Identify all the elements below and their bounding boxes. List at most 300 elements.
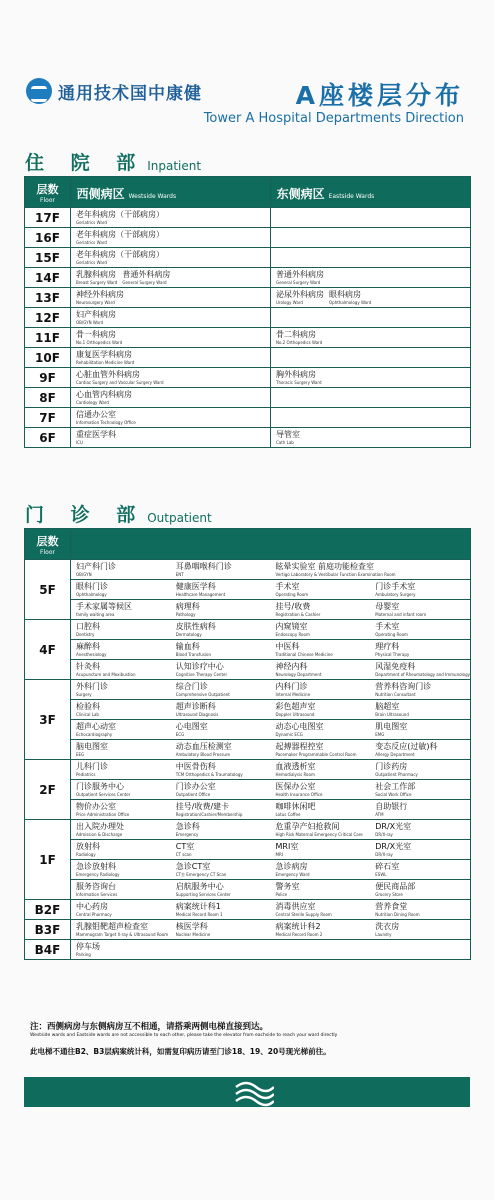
floor-header (25, 529, 71, 560)
department-entry (76, 290, 124, 306)
department-name-en: Social Work Office (375, 792, 412, 797)
department-name: 核医学科 (175, 922, 208, 931)
department-name: 乳腺科病房 (76, 270, 116, 279)
floor-label: 3F (25, 680, 71, 760)
department-name: 妇产科门诊 (76, 562, 116, 571)
department-name-en: Health Insurance Office (275, 792, 323, 797)
east-ward-cell (271, 368, 471, 388)
floor-label: 9F (25, 368, 71, 388)
department-entry (76, 350, 134, 366)
department-name: 门诊手术室 (375, 582, 416, 591)
department-grid (71, 820, 470, 839)
department-row (71, 600, 471, 620)
department-name: 综合门诊 (175, 682, 208, 691)
floor-label: 16F (25, 228, 71, 248)
department-name: 启航服务中心 (175, 882, 224, 891)
department-name-en: Emergency Radiology (76, 872, 120, 877)
table-row (25, 560, 471, 580)
department-name-en: Admission & Discharge (76, 832, 123, 837)
department-name-en: Internal Medicine (275, 692, 311, 697)
department-grid (71, 580, 470, 599)
department-name: 妇产科病房 (76, 310, 116, 319)
department-entry (176, 882, 231, 898)
department-name: 急诊病房 (275, 862, 308, 871)
department-name-en: Grocery Store (375, 892, 403, 897)
table-row (25, 920, 471, 940)
department-entry (276, 722, 324, 738)
department-slot (271, 560, 471, 579)
department-entry (276, 702, 316, 718)
floor-label: 11F (25, 328, 71, 348)
department-row (71, 640, 471, 660)
department-name-en: Rehabilitation Medicine Ward (76, 360, 135, 365)
west-ward-cell (71, 248, 271, 268)
table-row (25, 268, 471, 288)
department-name: 病案统计科1 (175, 902, 221, 911)
department-name-en: Dermatology (175, 632, 202, 637)
department-grid (71, 560, 470, 579)
department-name: 神经外科病房 (76, 290, 124, 299)
floor-label: 13F (25, 288, 71, 308)
department-name: 病理科 (175, 602, 200, 611)
department-row (71, 940, 471, 960)
department-name-en: Pacemaker Programmable Control Room (275, 752, 357, 757)
department-name: 眼科病房 (329, 290, 361, 299)
department-slot (271, 760, 371, 779)
department-grid (71, 880, 470, 899)
department-entry (276, 330, 322, 346)
department-entry (276, 290, 324, 306)
department-grid (71, 740, 470, 759)
department-name: 手术家属等候区 (76, 602, 132, 611)
department-name: 洗衣房 (375, 922, 400, 931)
department-name-en: Police (275, 892, 288, 897)
department-grid (71, 760, 470, 779)
department-name: 老年科病房（干部病房） (76, 230, 164, 239)
department-entry (276, 582, 309, 598)
department-slot (71, 620, 171, 639)
department-name: 口腔科 (76, 622, 100, 631)
department-name: 儿科门诊 (76, 762, 108, 771)
department-slot (71, 800, 171, 819)
department-name: 老年科病房（干部病房） (76, 250, 164, 259)
department-name-en: Outpatient Pharmacy (375, 772, 418, 777)
department-slot (171, 820, 271, 839)
department-slot (370, 800, 470, 819)
department-slot (171, 580, 271, 599)
department-entry (76, 942, 100, 958)
department-name-en: MRI (275, 852, 283, 857)
department-slot (71, 920, 171, 939)
department-name-en: DR/X-ray (375, 832, 393, 837)
department-name-en: Endoscopy Room (275, 632, 310, 637)
department-entry (76, 762, 108, 778)
west-ward-cell (71, 208, 271, 228)
department-name: 放射科 (76, 842, 100, 851)
department-entry (276, 642, 333, 658)
department-row (71, 840, 471, 860)
floor-label: 14F (25, 268, 71, 288)
department-entry (276, 782, 323, 798)
department-slot (71, 840, 171, 859)
department-name: 脑电图室 (76, 742, 108, 751)
department-name-en: Neurosurgery Ward (76, 300, 115, 305)
department-entry (176, 722, 208, 738)
department-name-en: Lotus Coffee (275, 812, 301, 817)
table-row (25, 328, 471, 348)
department-name-en: Urology Ward (276, 300, 303, 305)
outpatient-title-en: Outpatient (147, 511, 212, 525)
department-name: 中心药房 (76, 902, 108, 911)
department-name-en: Medical Record Room 1 (175, 912, 223, 917)
west-ward-cell (71, 408, 271, 428)
department-name-en: Medical Record Room 2 (275, 932, 323, 937)
department-entry (375, 902, 419, 918)
department-slot (271, 680, 371, 699)
department-entry (76, 562, 116, 578)
department-entry (375, 802, 407, 818)
department-row (71, 700, 471, 720)
department-slot (370, 880, 470, 899)
department-row (71, 900, 471, 920)
department-entry (375, 922, 399, 938)
department-name-en: EEG (76, 752, 85, 757)
department-name-en: Doppler Ultrasound (275, 712, 315, 717)
department-slot (370, 940, 470, 959)
department-name-en: Hemodialysis Room (275, 772, 315, 777)
department-slot (71, 680, 171, 699)
department-name: 超声心动室 (76, 722, 116, 731)
department-name-en: Laundry (375, 932, 392, 937)
department-name: 营养食堂 (375, 902, 408, 911)
department-slot (71, 700, 171, 719)
department-name: 眩晕实验室 前庭功能检查室 (275, 562, 375, 571)
department-name-en: ENT (175, 572, 184, 577)
department-slot (370, 660, 470, 679)
department-entry (276, 562, 396, 578)
department-entry (76, 622, 100, 638)
east-ward-cell (271, 208, 471, 228)
department-row (71, 860, 471, 880)
west-ward-cell (71, 308, 271, 328)
department-entry (176, 662, 227, 678)
department-name: 内科门诊 (275, 682, 308, 691)
department-name-en: Cognitive Therapy Center (175, 672, 228, 677)
floor-label: 15F (25, 248, 71, 268)
department-name: 理疗科 (375, 642, 400, 651)
table-row (25, 408, 471, 428)
department-entry (76, 582, 108, 598)
department-slot (171, 800, 271, 819)
department-name: 咖啡休闲吧 (275, 802, 316, 811)
department-slot (370, 760, 470, 779)
department-grid (71, 780, 470, 799)
department-slot (271, 940, 371, 959)
department-entry (375, 782, 415, 798)
department-slot (370, 640, 470, 659)
department-entry (276, 922, 323, 938)
department-name: 服务咨询台 (76, 882, 116, 891)
inpatient-title-cn: 住 院 部 (25, 152, 146, 174)
department-name-en: Operating Room (275, 592, 309, 597)
department-name: 外科门诊 (76, 682, 108, 691)
department-grid (71, 940, 470, 959)
department-slot (171, 720, 271, 739)
department-slot (271, 620, 371, 639)
department-slot (271, 720, 371, 739)
department-name: 检验科 (76, 702, 100, 711)
department-slot (271, 660, 371, 679)
department-entry (276, 662, 322, 678)
department-name-en: CT室 Emergency CT Scan (175, 872, 227, 877)
department-slot (171, 600, 271, 619)
department-slot (271, 820, 371, 839)
department-name: 信通办公室 (76, 410, 116, 419)
department-entry (76, 742, 108, 758)
department-name-en: Nutrition Consultant (375, 692, 416, 697)
note-en: Westside wards and Eastside wards are not accessible to each other, please take the elevator from eachside to reach your ward directly (30, 1033, 338, 1038)
department-name-en: Registration/Cashier/Membership (175, 812, 243, 817)
department-name-en: Ultrasound Diagnosis (175, 712, 219, 717)
department-name: 门诊办公室 (175, 782, 216, 791)
department-name: 急诊科 (175, 822, 200, 831)
inpatient-title-en: Inpatient (147, 159, 202, 173)
brand (26, 78, 202, 104)
department-name: 便民商品部 (375, 882, 416, 891)
department-name: 社会工作部 (375, 782, 416, 791)
department-entry (76, 602, 132, 618)
floor-label: 12F (25, 308, 71, 328)
department-entry (375, 882, 415, 898)
department-entry (276, 682, 311, 698)
department-name: 认知诊疗中心 (175, 662, 224, 671)
department-slot (71, 780, 171, 799)
floor-label: 8F (25, 388, 71, 408)
department-entry (276, 862, 310, 878)
department-name: 变态反应(过敏)科 (375, 742, 438, 751)
department-name-en: CT scan (175, 852, 192, 857)
department-entry (276, 742, 357, 758)
department-name: 导管室 (276, 430, 300, 439)
department-name-en: Echocardiography (76, 732, 113, 737)
department-name: 皮肤性病科 (175, 622, 216, 631)
department-slot (71, 640, 171, 659)
table-row (25, 900, 471, 920)
department-name-en: Healthcare Management (175, 592, 226, 597)
west-ward-cell (71, 228, 271, 248)
table-row (25, 428, 471, 448)
department-name-en: Operating Room (375, 632, 408, 637)
floor-header-en: Floor (40, 196, 55, 204)
department-entry (375, 742, 437, 758)
east-ward-cell (271, 248, 471, 268)
department-name: 血液透析室 (275, 762, 316, 771)
department-name-en: OB/GYN (76, 572, 92, 577)
west-ward-cell (71, 268, 271, 288)
department-name: 危重孕产妇抢救间 (275, 822, 340, 831)
department-name: 医保办公室 (275, 782, 316, 791)
department-slot (71, 600, 171, 619)
department-name: DR/X光室 (375, 822, 412, 831)
department-slot (71, 740, 171, 759)
department-name: 碎石室 (375, 862, 400, 871)
department-slot (71, 900, 171, 919)
west-ward-cell (71, 368, 271, 388)
department-slot (171, 880, 271, 899)
department-grid (71, 840, 470, 859)
elevator-note: 此电梯不通往B2、B3层病案统计科，如需复印病历请至门诊18、19、20号现光梯前往。 (30, 1047, 331, 1056)
department-name-en: Cardiac Surgery and Vascular Surgery Ward (76, 380, 164, 385)
west-header (71, 177, 271, 208)
department-grid (71, 680, 470, 699)
department-entry (76, 682, 108, 698)
department-slot (71, 560, 171, 579)
department-slot (271, 880, 371, 899)
department-entry (375, 842, 411, 858)
department-entry (375, 822, 411, 838)
department-slot (171, 860, 271, 879)
table-row (25, 700, 471, 720)
page-subtitle: Tower A Hospital Departments Direction (203, 111, 464, 126)
department-entry (176, 582, 225, 598)
department-entry (375, 622, 408, 638)
department-name-en: Vertigo Laboratory & Vestibular Function Examination Room (275, 572, 396, 577)
department-entry (276, 902, 332, 918)
department-name: 风湿免疫科 (375, 662, 416, 671)
department-name-en: OB/GYN Ward (76, 320, 104, 325)
department-entry (176, 762, 243, 778)
department-entry (76, 230, 164, 246)
department-slot (71, 940, 171, 959)
department-name-en: Neurology Department (275, 672, 322, 677)
department-name: 门诊药房 (375, 762, 408, 771)
department-name: 重症医学科 (76, 430, 116, 439)
department-entry (76, 842, 100, 858)
department-slot (271, 840, 371, 859)
brand-name: 通用技术国中康健 (58, 83, 202, 104)
department-name: 病案统计科2 (275, 922, 321, 931)
department-name-en: No.1 Orthopedics Ward (76, 340, 123, 345)
department-name: CT室 (175, 842, 195, 851)
department-slot (171, 640, 271, 659)
table-row (25, 228, 471, 248)
department-entry (276, 270, 324, 286)
department-name: 骨二科病房 (276, 330, 316, 339)
department-name-en: Department of Rheumatology and Immunology (375, 672, 470, 677)
department-name-en: Geriatrics Ward (76, 220, 107, 225)
department-name: 手术室 (375, 622, 400, 631)
department-name-en: Thoracic Surgery Ward (276, 380, 322, 385)
department-slot (71, 880, 171, 899)
department-name-en: Physical Therapy (375, 652, 410, 657)
department-slot (71, 720, 171, 739)
outpatient-table (24, 528, 471, 960)
department-entry (176, 682, 230, 698)
department-entry (276, 822, 363, 838)
department-slot (71, 580, 171, 599)
table-row (25, 820, 471, 840)
department-name: 麻醉科 (76, 642, 100, 651)
department-row (71, 780, 471, 800)
department-name: 骨一科病房 (76, 330, 116, 339)
department-entry (176, 642, 211, 658)
department-row (71, 740, 471, 760)
department-entry (176, 702, 219, 718)
department-entry (276, 370, 322, 386)
department-name-en: Allergy Department (375, 752, 415, 757)
department-entry (76, 862, 120, 878)
department-entry (76, 722, 116, 738)
department-entry (375, 582, 415, 598)
department-name-en: Blood Transfusion (175, 652, 212, 657)
department-entry (76, 330, 122, 346)
department-slot (171, 940, 271, 959)
department-name: 普通外科病房 (122, 270, 171, 279)
floor-label: 1F (25, 820, 71, 900)
table-row (25, 640, 471, 660)
department-slot (370, 840, 470, 859)
department-name: 耳鼻咽喉科门诊 (175, 562, 232, 571)
table-row (25, 800, 471, 820)
department-entry (76, 782, 130, 798)
department-grid (71, 860, 470, 879)
west-ward-cell (71, 428, 271, 448)
department-entry (76, 250, 164, 266)
table-row (25, 600, 471, 620)
department-slot (370, 900, 470, 919)
table-row (25, 680, 471, 700)
department-entry (76, 802, 129, 818)
department-entry (276, 762, 316, 778)
department-entry (176, 822, 200, 838)
west-ward-cell (71, 348, 271, 368)
department-name: 挂号/收费/建卡 (175, 802, 230, 811)
department-name: 眼科门诊 (76, 582, 108, 591)
department-name-en: General Surgery Ward (122, 280, 167, 285)
table-row (25, 348, 471, 368)
department-grid (71, 800, 470, 819)
east-ward-cell (271, 408, 471, 428)
department-grid (71, 920, 470, 939)
east-ward-cell (271, 388, 471, 408)
department-entry (122, 270, 170, 286)
department-name-en: Anesthesiology (76, 652, 107, 657)
department-slot (370, 740, 470, 759)
department-name: 警务室 (275, 882, 300, 891)
department-grid (71, 700, 470, 719)
department-name: 心血管内科病房 (76, 390, 132, 399)
department-name-en: TCM Orthopedics & Traumatology (175, 772, 243, 777)
department-entry (76, 210, 164, 226)
department-row (71, 660, 471, 680)
department-slot (71, 760, 171, 779)
outpatient-section-title (25, 500, 212, 527)
department-name-en: Information Technology Office (76, 420, 136, 425)
department-entry (176, 842, 194, 858)
department-name: 出入院办理处 (76, 822, 124, 831)
department-name: 急诊放射科 (76, 862, 116, 871)
department-slot (171, 840, 271, 859)
department-entry (276, 602, 321, 618)
department-name-en: Cardiology Ward (76, 400, 109, 405)
footer-band (24, 1077, 470, 1107)
department-name: 肌电图室 (375, 722, 408, 731)
department-name: 神经内科 (275, 662, 308, 671)
department-slot (271, 600, 371, 619)
page-title: A座楼层分布 (295, 81, 464, 110)
department-slot (271, 860, 371, 879)
department-name-en: Brain Ultrasound (375, 712, 409, 717)
